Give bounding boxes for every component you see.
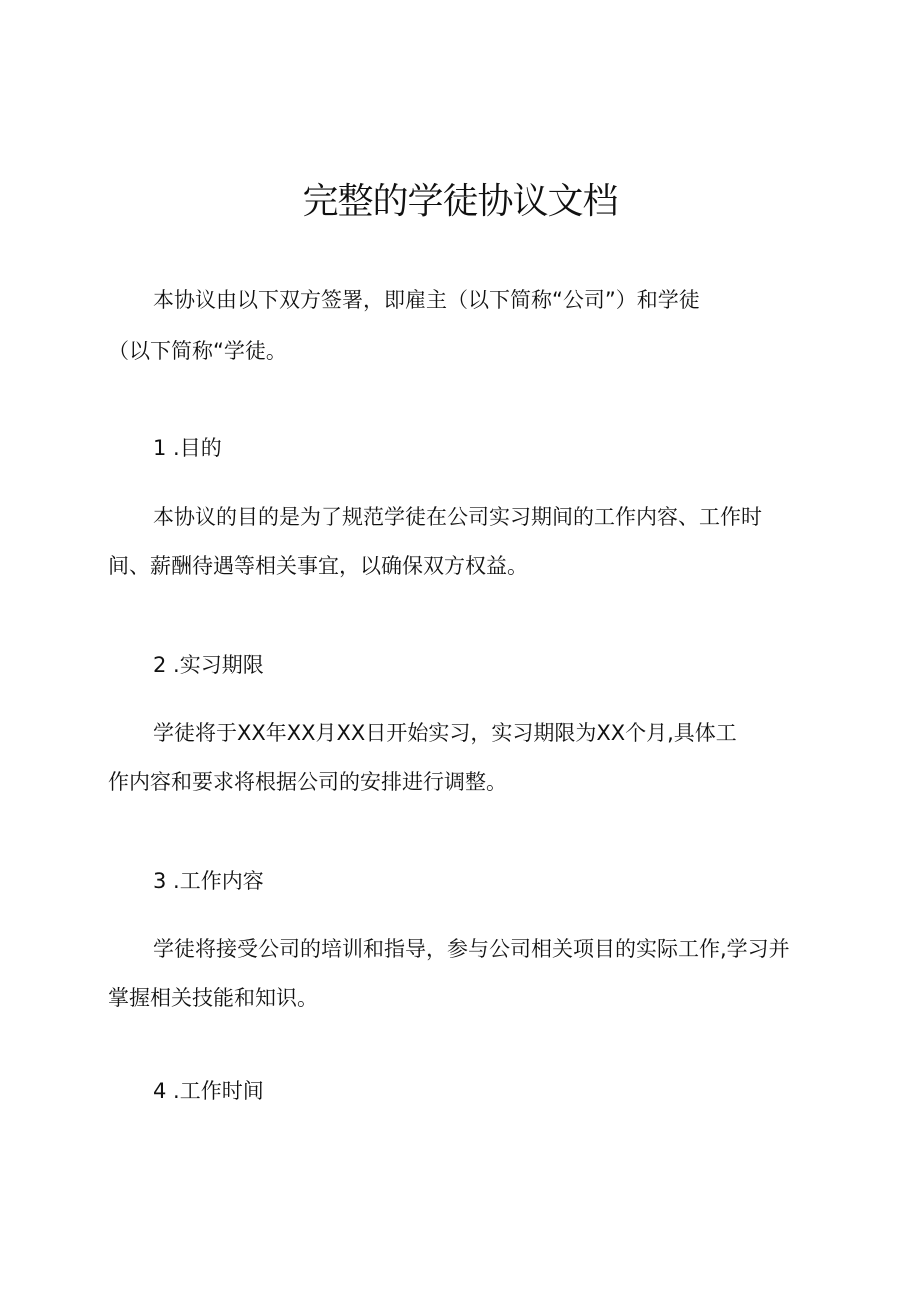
section-2-line-1: 学徒将于XX年XX月XX日开始实习，实习期限为XX个月,具体工 bbox=[153, 721, 737, 745]
section-2-heading: 2 .实习期限 bbox=[153, 653, 264, 677]
intro-line-1: 本协议由以下双方签署，即雇主（以下简称“公司”）和学徒 bbox=[153, 288, 700, 312]
section-4-heading: 4 .工作时间 bbox=[153, 1079, 264, 1103]
section-2-line-2: 作内容和要求将根据公司的安排进行调整。 bbox=[108, 770, 507, 794]
section-3-heading: 3 .工作内容 bbox=[153, 869, 264, 893]
section-3-line-2: 掌握相关技能和知识。 bbox=[108, 986, 318, 1010]
section-1-heading: 1 .目的 bbox=[153, 436, 222, 460]
intro-line-2: （以下简称“学徒。 bbox=[108, 339, 287, 363]
section-1-line-2: 间、薪酬待遇等相关事宜，以确保双方权益。 bbox=[108, 554, 528, 578]
document-title: 完整的学徒协议文档 bbox=[302, 181, 618, 222]
section-1-line-1: 本协议的目的是为了规范学徒在公司实习期间的工作内容、工作时 bbox=[153, 505, 762, 529]
section-3-line-1: 学徒将接受公司的培训和指导，参与公司相关项目的实际工作,学习并 bbox=[153, 937, 790, 961]
